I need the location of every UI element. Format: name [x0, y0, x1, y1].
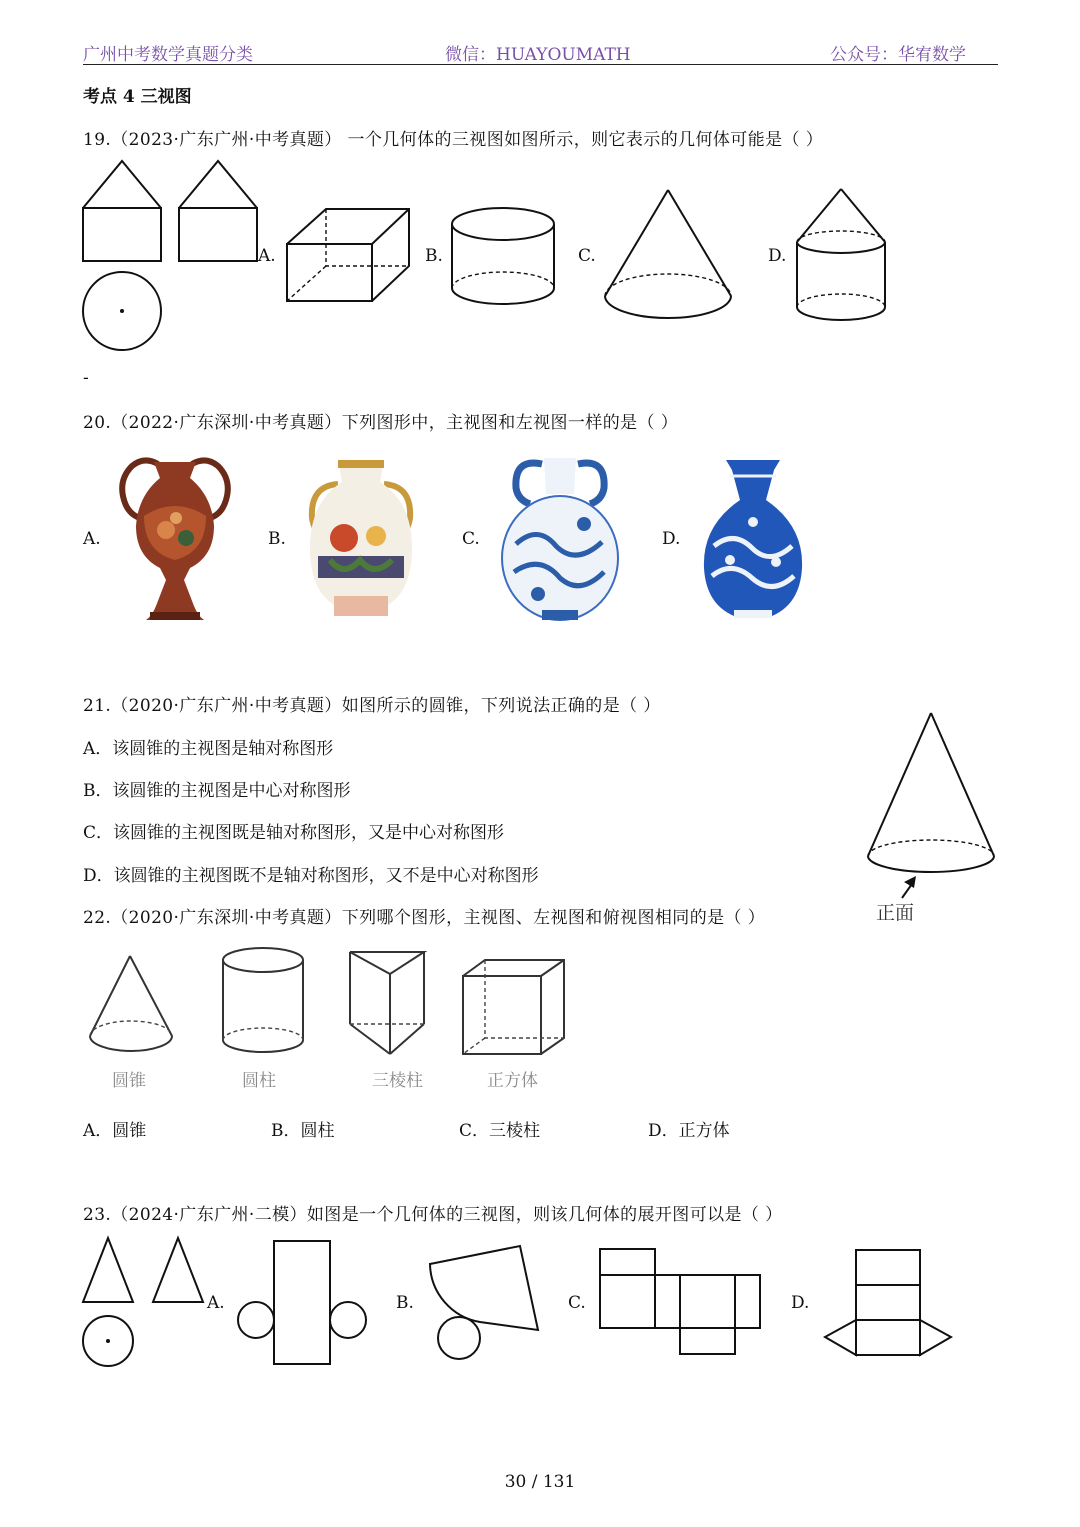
q23-option-a-label[interactable]: A.	[207, 1293, 225, 1313]
q20-option-a-label[interactable]: A.	[83, 529, 101, 549]
q23-option-c-label[interactable]: C.	[568, 1293, 586, 1313]
q19-option-b-label[interactable]: B.	[425, 246, 443, 266]
q19-option-a-cuboid	[285, 206, 415, 306]
q23-option-b-net	[430, 1240, 542, 1366]
q21-option-b[interactable]: B．该圆锥的主视图是中心对称图形	[83, 781, 351, 801]
q21-cone-figure	[864, 710, 1000, 900]
q20-option-b-label[interactable]: B.	[268, 529, 286, 549]
q21-option-a[interactable]: A．该圆锥的主视图是轴对称图形	[83, 739, 334, 759]
q22-caption-cube: 正方体	[487, 1071, 538, 1091]
q23-option-a-net	[236, 1238, 372, 1368]
q23-option-c-net	[598, 1247, 764, 1359]
q22-triangular-prism	[350, 952, 424, 1091]
section-title: 考点 4 三视图	[83, 87, 192, 107]
header-left-title: 广州中考数学真题分类	[83, 45, 253, 65]
red-bronze-vase-icon	[114, 456, 236, 624]
q19-option-a-label[interactable]: A.	[258, 246, 276, 266]
q20-option-c-label[interactable]: C.	[462, 529, 480, 549]
q21-front-label: 正面	[876, 902, 915, 924]
q19-top-view	[83, 272, 161, 350]
q21-option-d[interactable]: D．该圆锥的主视图既不是轴对称图形，又不是中心对称图形	[83, 866, 539, 886]
header-divider	[83, 64, 998, 65]
q20-option-d-label[interactable]: D.	[662, 529, 681, 549]
page-number: 30 / 131	[504, 1472, 576, 1492]
q19-option-c-label[interactable]: C.	[578, 246, 596, 266]
q23-three-views	[80, 1236, 210, 1372]
q19-side-view	[179, 161, 257, 261]
blue-white-moon-flask-icon	[498, 454, 622, 624]
q23-option-b-label[interactable]: B.	[396, 1293, 414, 1313]
q19-option-d-label[interactable]: D.	[768, 246, 787, 266]
q19-front-view	[83, 161, 161, 261]
q19-option-c-cone	[602, 188, 734, 324]
q22-caption-cone: 圆锥	[112, 1071, 146, 1091]
q22-caption-prism: 三棱柱	[372, 1071, 423, 1091]
q19-three-views	[80, 158, 270, 358]
q22-option-d[interactable]: D．正方体	[648, 1121, 730, 1141]
blue-white-porcelain-vase-icon	[700, 456, 806, 622]
q19-option-d-cone-on-cylinder	[794, 187, 890, 327]
q21-option-c[interactable]: C．该圆锥的主视图既是轴对称图形，又是中心对称图形	[83, 823, 505, 843]
floral-porcelain-vase-icon	[304, 456, 418, 618]
question-23-text: 23.（2024·广东广州·二模）如图是一个几何体的三视图，则该几何体的展开图可以是（ ）	[83, 1205, 783, 1225]
question-22-text: 22.（2020·广东深圳·中考真题）下列哪个图形，主视图、左视图和俯视图相同的是（ ）	[83, 908, 766, 928]
q22-option-b[interactable]: B．圆柱	[271, 1121, 335, 1141]
header-center-wechat: 微信：HUAYOUMATH	[445, 45, 631, 65]
header-right-account: 公众号：华宥数学	[830, 45, 966, 65]
q22-cone	[90, 956, 172, 1091]
q23-option-d-label[interactable]: D.	[791, 1293, 810, 1313]
question-21-text: 21.（2020·广东广州·中考真题）如图所示的圆锥，下列说法正确的是（ ）	[83, 696, 661, 716]
question-19-text: 19.（2023·广东广州·中考真题） 一个几何体的三视图如图所示，则它表示的几何体可能是（ ）	[83, 130, 824, 150]
q22-cube	[463, 960, 564, 1091]
q22-cylinder	[223, 948, 303, 1091]
stray-mark: -	[83, 368, 89, 388]
q22-option-c[interactable]: C．三棱柱	[459, 1121, 541, 1141]
q22-caption-cylinder: 圆柱	[242, 1071, 276, 1091]
question-20-text: 20.（2022·广东深圳·中考真题）下列图形中，主视图和左视图一样的是（ ）	[83, 413, 679, 433]
q23-option-d-net	[822, 1248, 956, 1358]
q19-option-b-cylinder	[450, 204, 560, 310]
q22-option-a[interactable]: A．圆锥	[83, 1121, 147, 1141]
q22-solids-figure	[80, 946, 580, 1096]
